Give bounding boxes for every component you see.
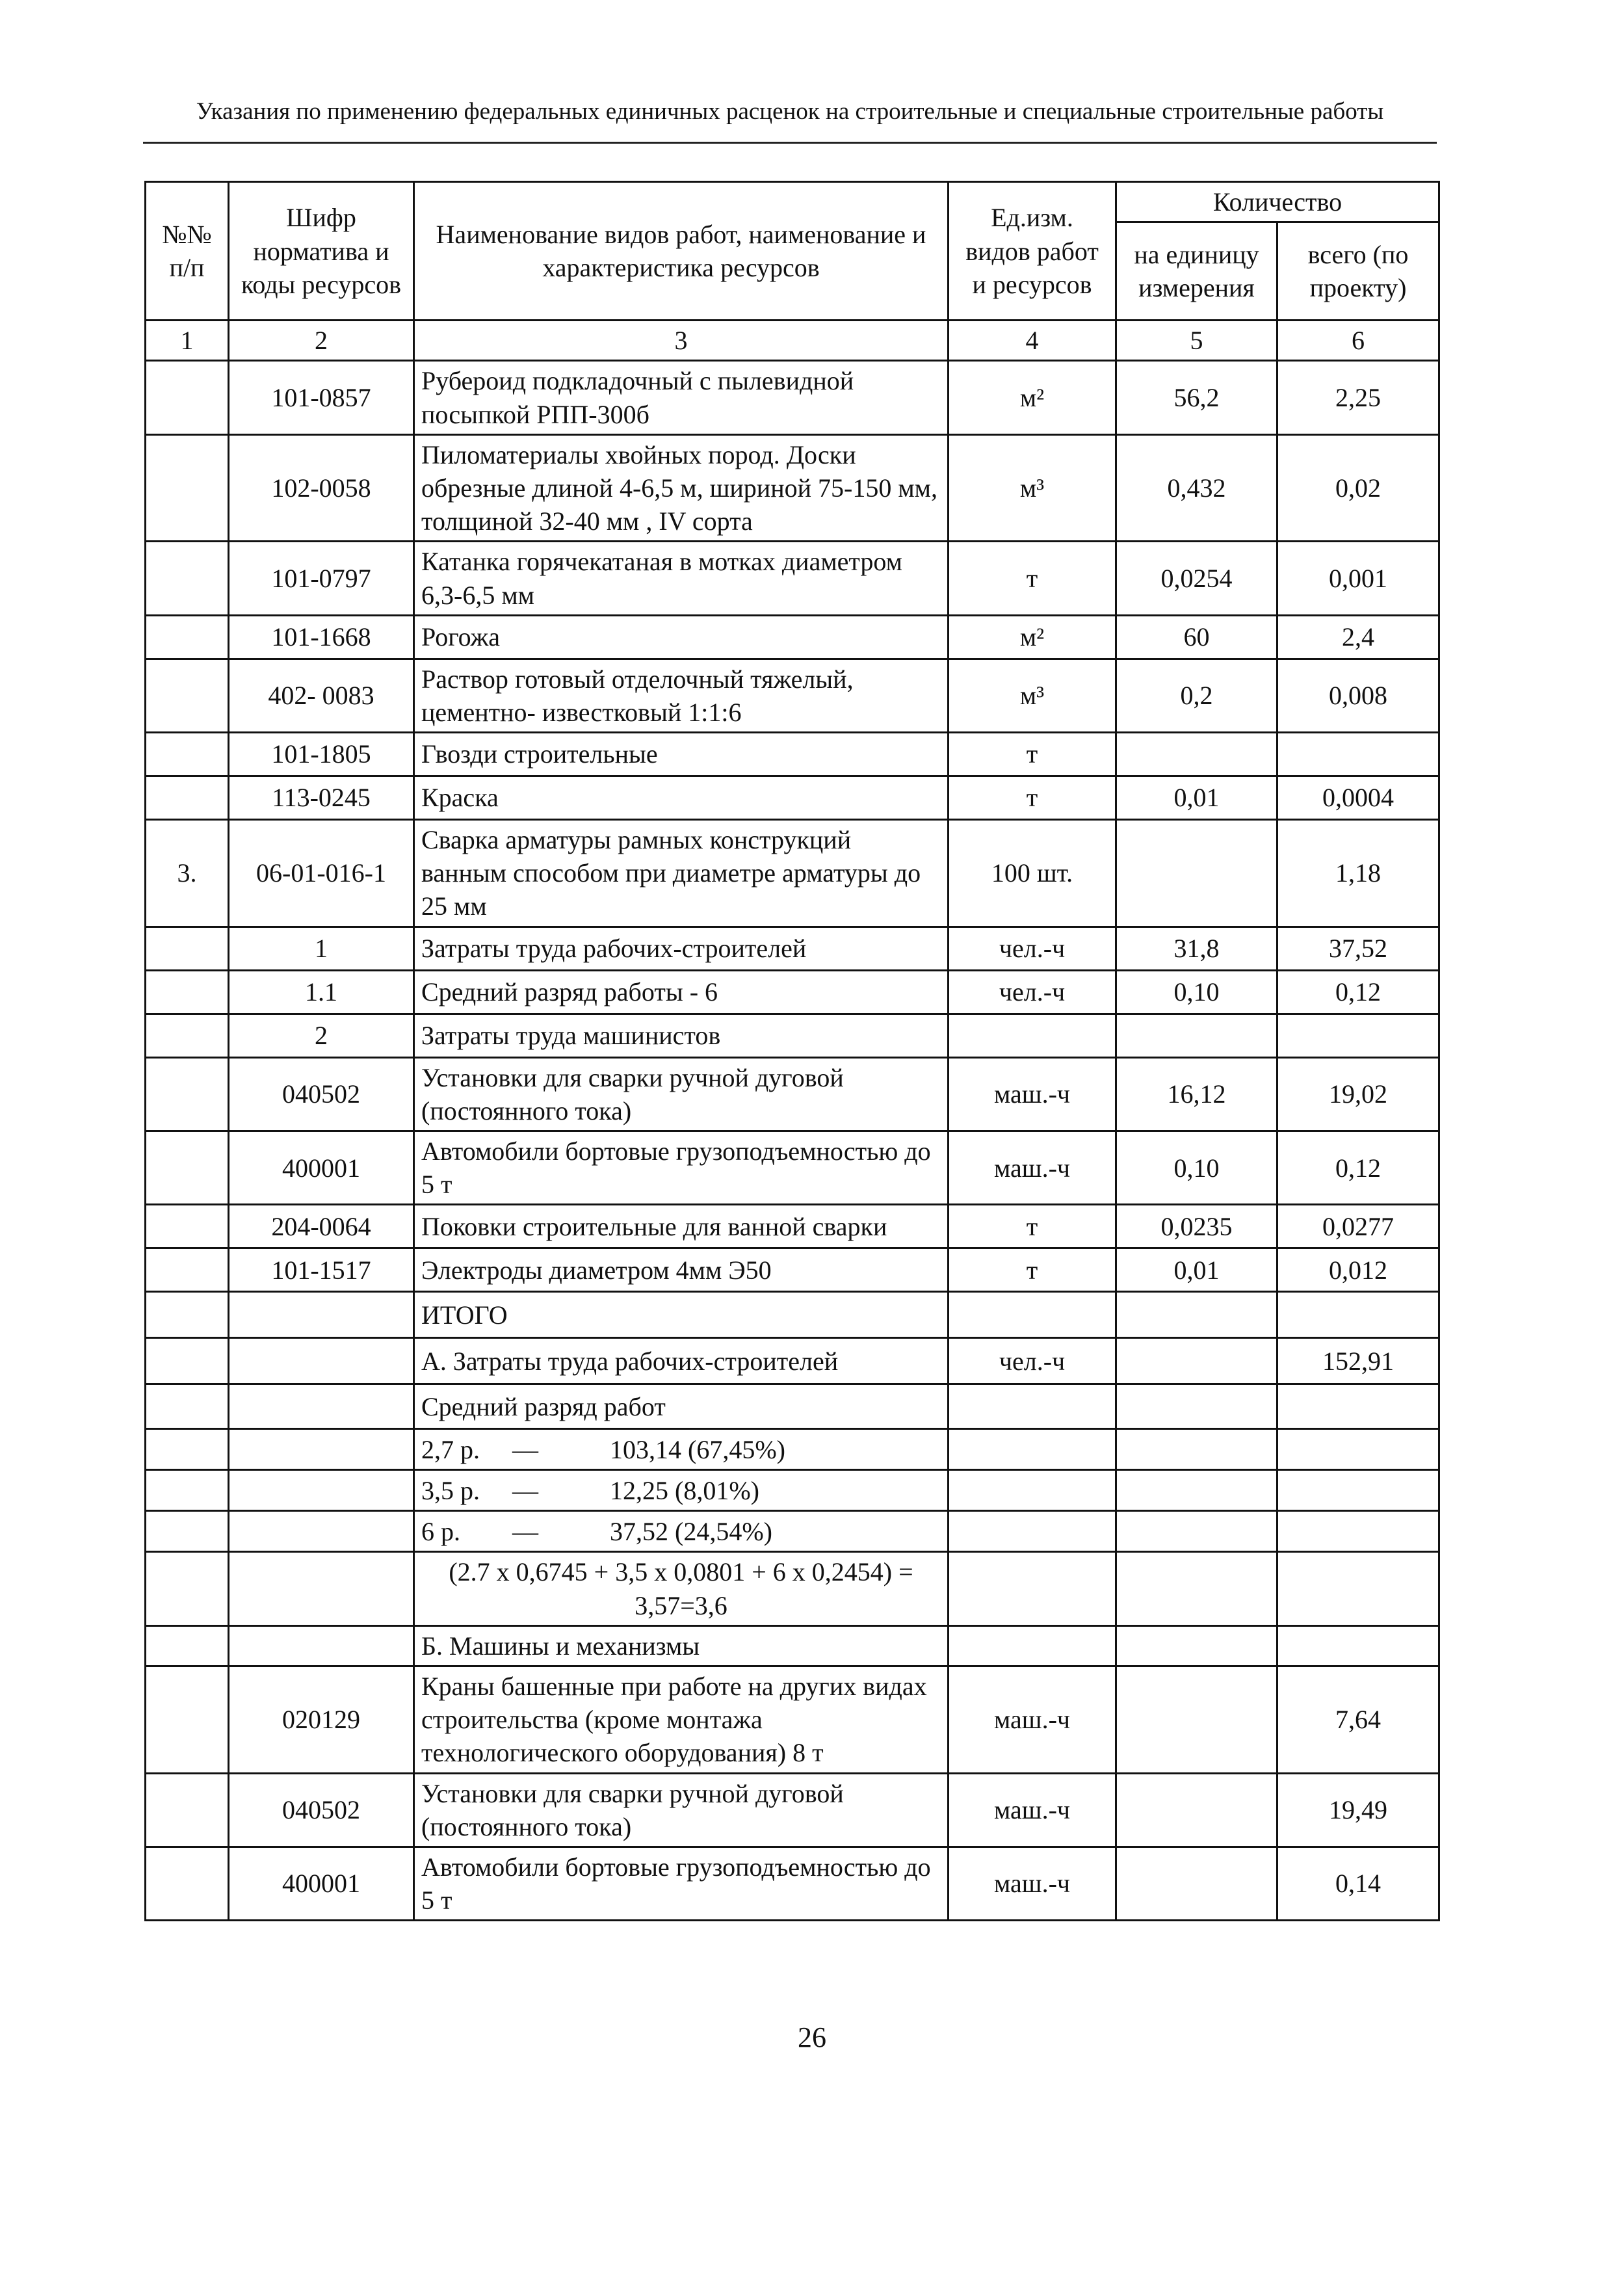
table-row <box>146 1773 1439 1847</box>
row-number <box>146 1131 229 1205</box>
formula-block <box>146 1552 1439 1666</box>
resource-name: ИТОГО <box>414 1292 949 1338</box>
grade-formula-result: 3,57=3,6 <box>635 1590 727 1620</box>
header-qty-per-unit: на единицу измерения <box>1116 222 1277 321</box>
quantity-per-unit <box>1116 1292 1277 1338</box>
row-number <box>146 1384 229 1429</box>
quantity-total: 0,0277 <box>1277 1205 1439 1248</box>
quantity-total: 0,12 <box>1277 1131 1439 1205</box>
resource-unit: т <box>949 1248 1116 1292</box>
resource-unit <box>949 1384 1116 1429</box>
table-row <box>146 1057 1439 1131</box>
table-row <box>146 659 1439 732</box>
header-num: №№ п/п <box>146 182 229 321</box>
quantity-per-unit <box>1116 1338 1277 1384</box>
quantity-total <box>1277 1384 1439 1429</box>
resource-code: 2 <box>229 1014 414 1057</box>
resource-name: Сварка арматуры рамных конструкций ванным способом при диаметре арматуры до 25 мм <box>414 820 949 927</box>
resource-unit <box>949 1292 1116 1338</box>
resource-code: 101-1517 <box>229 1248 414 1292</box>
resource-code: 101-1668 <box>229 615 414 659</box>
grade-rows <box>146 1429 1439 1552</box>
quantity-per-unit <box>1116 1773 1277 1847</box>
resource-unit: т <box>949 542 1116 615</box>
column-number: 5 <box>1116 321 1277 361</box>
resource-unit: чел.-ч <box>949 1338 1116 1384</box>
row-number <box>146 1847 229 1920</box>
resource-code: 101-0797 <box>229 542 414 615</box>
row-number <box>146 1057 229 1131</box>
grade-formula <box>414 1552 949 1625</box>
resource-name: Раствор готовый отделочный тяжелый, цементно- известковый 1:1:6 <box>414 659 949 732</box>
quantity-total: 152,91 <box>1277 1338 1439 1384</box>
grade-dash: — <box>512 1475 538 1505</box>
table-row <box>146 1248 1439 1292</box>
resource-name: Средний разряд работ <box>414 1384 949 1429</box>
quantity-per-unit: 16,12 <box>1116 1057 1277 1131</box>
column-number-row <box>146 321 1439 361</box>
grade-line <box>414 1511 949 1552</box>
row-number <box>146 615 229 659</box>
quantity-per-unit: 0,0254 <box>1116 542 1277 615</box>
resource-unit: м³ <box>949 434 1116 542</box>
resource-unit: чел.-ч <box>949 927 1116 970</box>
machine-total: 7,64 <box>1277 1666 1439 1773</box>
resource-unit: м³ <box>949 659 1116 732</box>
resource-name: Автомобили бортовые грузоподъемностью до 5 т <box>414 1131 949 1205</box>
row-number <box>146 659 229 732</box>
table-row <box>146 1014 1439 1057</box>
quantity-total: 0,012 <box>1277 1248 1439 1292</box>
row-number <box>146 1248 229 1292</box>
resource-code: 06-01-016-1 <box>229 820 414 927</box>
resource-name: Средний разряд работы - 6 <box>414 970 949 1014</box>
row-number <box>146 927 229 970</box>
quantity-total: 19,02 <box>1277 1057 1439 1131</box>
quantity-per-unit <box>1116 1847 1277 1920</box>
document-header: Указания по применению федеральных единичных расценок на строительные и специальные строительные работы <box>196 98 1384 125</box>
table-row <box>146 1338 1439 1384</box>
quantity-per-unit: 0,0235 <box>1116 1205 1277 1248</box>
row-number <box>146 733 229 776</box>
table-row <box>146 1131 1439 1205</box>
header-qty-total: всего (по проекту) <box>1277 222 1439 321</box>
quantity-per-unit: 31,8 <box>1116 927 1277 970</box>
column-number: 1 <box>146 321 229 361</box>
table-row <box>146 542 1439 615</box>
row-number <box>146 542 229 615</box>
quantity-per-unit: 60 <box>1116 615 1277 659</box>
resource-unit: м² <box>949 615 1116 659</box>
resource-table <box>144 181 1440 1921</box>
resource-name: Затраты труда машинистов <box>414 1014 949 1057</box>
row-number <box>146 1338 229 1384</box>
row-number <box>146 1666 229 1773</box>
machine-name: Краны башенные при работе на других видах строительства (кроме монтажа технологического оборудования) 8 т <box>414 1666 949 1773</box>
resource-code: 1.1 <box>229 970 414 1014</box>
resource-code: 101-0857 <box>229 361 414 434</box>
resource-name: Поковки строительные для ванной сварки <box>414 1205 949 1248</box>
resource-code: 113-0245 <box>229 776 414 820</box>
resource-name: Установки для сварки ручной дуговой (постоянного тока) <box>414 1057 949 1131</box>
resource-unit <box>949 1014 1116 1057</box>
grade-value: 103,14 (67,45%) <box>610 1434 785 1464</box>
quantity-per-unit <box>1116 733 1277 776</box>
table-row <box>146 1511 1439 1552</box>
quantity-per-unit <box>1116 1666 1277 1773</box>
table-row <box>146 615 1439 659</box>
quantity-per-unit: 56,2 <box>1116 361 1277 434</box>
quantity-per-unit: 0,01 <box>1116 1248 1277 1292</box>
table-row <box>146 776 1439 820</box>
resource-code: 204-0064 <box>229 1205 414 1248</box>
resource-unit: т <box>949 733 1116 776</box>
quantity-total <box>1277 733 1439 776</box>
table-row <box>146 1666 1439 1773</box>
resource-code <box>229 1338 414 1384</box>
quantity-per-unit <box>1116 820 1277 927</box>
resource-name: Рогожа <box>414 615 949 659</box>
resource-name: А. Затраты труда рабочих-строителей <box>414 1338 949 1384</box>
quantity-total: 0,0004 <box>1277 776 1439 820</box>
grade-label: 3,5 р. <box>421 1475 480 1505</box>
table-row <box>146 927 1439 970</box>
quantity-total: 2,25 <box>1277 361 1439 434</box>
table-row <box>146 434 1439 542</box>
quantity-total <box>1277 1292 1439 1338</box>
resource-unit: т <box>949 1205 1116 1248</box>
header-rule <box>143 142 1437 144</box>
quantity-total: 37,52 <box>1277 927 1439 970</box>
table-row <box>146 1847 1439 1920</box>
resource-code <box>229 1292 414 1338</box>
resource-unit: 100 шт. <box>949 820 1116 927</box>
row-number: 3. <box>146 820 229 927</box>
quantity-per-unit: 0,10 <box>1116 970 1277 1014</box>
resource-code <box>229 1384 414 1429</box>
grade-label: 6 р. <box>421 1516 460 1546</box>
machine-name: Автомобили бортовые грузоподъемностью до 5 т <box>414 1847 949 1920</box>
machine-unit: маш.-ч <box>949 1666 1116 1773</box>
table-row <box>146 733 1439 776</box>
quantity-total: 0,001 <box>1277 542 1439 615</box>
column-number: 3 <box>414 321 949 361</box>
resource-name: Гвозди строительные <box>414 733 949 776</box>
table-header-row <box>146 182 1439 222</box>
row-number <box>146 1205 229 1248</box>
machine-unit: маш.-ч <box>949 1847 1116 1920</box>
row-number <box>146 1292 229 1338</box>
row-number <box>146 1014 229 1057</box>
grade-dash: — <box>512 1434 538 1464</box>
column-number: 2 <box>229 321 414 361</box>
resource-name: Затраты труда рабочих-строителей <box>414 927 949 970</box>
quantity-per-unit <box>1116 1384 1277 1429</box>
quantity-total: 0,12 <box>1277 970 1439 1014</box>
quantity-per-unit: 0,01 <box>1116 776 1277 820</box>
machine-total: 0,14 <box>1277 1847 1439 1920</box>
quantity-total <box>1277 1014 1439 1057</box>
table-row <box>146 820 1439 927</box>
column-number: 4 <box>949 321 1116 361</box>
table-row <box>146 361 1439 434</box>
resource-code: 402- 0083 <box>229 659 414 732</box>
grade-label: 2,7 р. <box>421 1434 480 1464</box>
page-number: 26 <box>798 2021 826 2053</box>
resource-name: Пиломатериалы хвойных пород. Доски обрезные длиной 4-6,5 м, шириной 75-150 мм, толщиной 32-40 мм , IV сорта <box>414 434 949 542</box>
machine-total: 19,49 <box>1277 1773 1439 1847</box>
resource-unit: маш.-ч <box>949 1057 1116 1131</box>
resource-name: Электроды диаметром 4мм Э50 <box>414 1248 949 1292</box>
quantity-per-unit <box>1116 1014 1277 1057</box>
row-number <box>146 434 229 542</box>
table-body <box>146 361 1439 1429</box>
table-row <box>146 970 1439 1014</box>
machines-title: Б. Машины и механизмы <box>414 1625 949 1666</box>
grade-line <box>414 1429 949 1470</box>
resource-code: 040502 <box>229 1057 414 1131</box>
resource-code: 400001 <box>229 1131 414 1205</box>
quantity-total: 1,18 <box>1277 820 1439 927</box>
row-number <box>146 970 229 1014</box>
header-unit: Ед.изм. видов работ и ресурсов <box>949 182 1116 321</box>
row-number <box>146 776 229 820</box>
row-number <box>146 361 229 434</box>
row-number <box>146 1773 229 1847</box>
grade-value: 12,25 (8,01%) <box>610 1475 759 1505</box>
table-row <box>146 1552 1439 1625</box>
table-row <box>146 1429 1439 1470</box>
machine-code: 020129 <box>229 1666 414 1773</box>
table-row <box>146 1205 1439 1248</box>
machine-name: Установки для сварки ручной дуговой (постоянного тока) <box>414 1773 949 1847</box>
resource-code: 1 <box>229 927 414 970</box>
quantity-total: 2,4 <box>1277 615 1439 659</box>
grade-value: 37,52 (24,54%) <box>610 1516 772 1546</box>
table-row <box>146 1470 1439 1511</box>
resource-unit: маш.-ч <box>949 1131 1116 1205</box>
resource-unit: м² <box>949 361 1116 434</box>
resource-name: Рубероид подкладочный с пылевидной посыпкой РПП-300б <box>414 361 949 434</box>
header-name: Наименование видов работ, наименование и характеристика ресурсов <box>414 182 949 321</box>
machine-rows <box>146 1666 1439 1920</box>
resource-unit: чел.-ч <box>949 970 1116 1014</box>
grade-dash: — <box>512 1516 538 1546</box>
resource-code: 102-0058 <box>229 434 414 542</box>
machine-code: 400001 <box>229 1847 414 1920</box>
machine-unit: маш.-ч <box>949 1773 1116 1847</box>
quantity-per-unit: 0,432 <box>1116 434 1277 542</box>
machine-code: 040502 <box>229 1773 414 1847</box>
header-quantity: Количество <box>1116 182 1439 222</box>
header-code: Шифр норматива и коды ресурсов <box>229 182 414 321</box>
resource-name: Краска <box>414 776 949 820</box>
table-row <box>146 1625 1439 1666</box>
quantity-per-unit: 0,10 <box>1116 1131 1277 1205</box>
column-number: 6 <box>1277 321 1439 361</box>
table-row <box>146 1384 1439 1429</box>
grade-formula-line: (2.7 х 0,6745 + 3,5 х 0,0801 + 6 х 0,2454) = <box>449 1557 913 1587</box>
quantity-total: 0,02 <box>1277 434 1439 542</box>
resource-name: Катанка горячекатаная в мотках диаметром 6,3-6,5 мм <box>414 542 949 615</box>
quantity-total: 0,008 <box>1277 659 1439 732</box>
table-row <box>146 1292 1439 1338</box>
resource-code: 101-1805 <box>229 733 414 776</box>
grade-line <box>414 1470 949 1511</box>
quantity-per-unit: 0,2 <box>1116 659 1277 732</box>
resource-unit: т <box>949 776 1116 820</box>
